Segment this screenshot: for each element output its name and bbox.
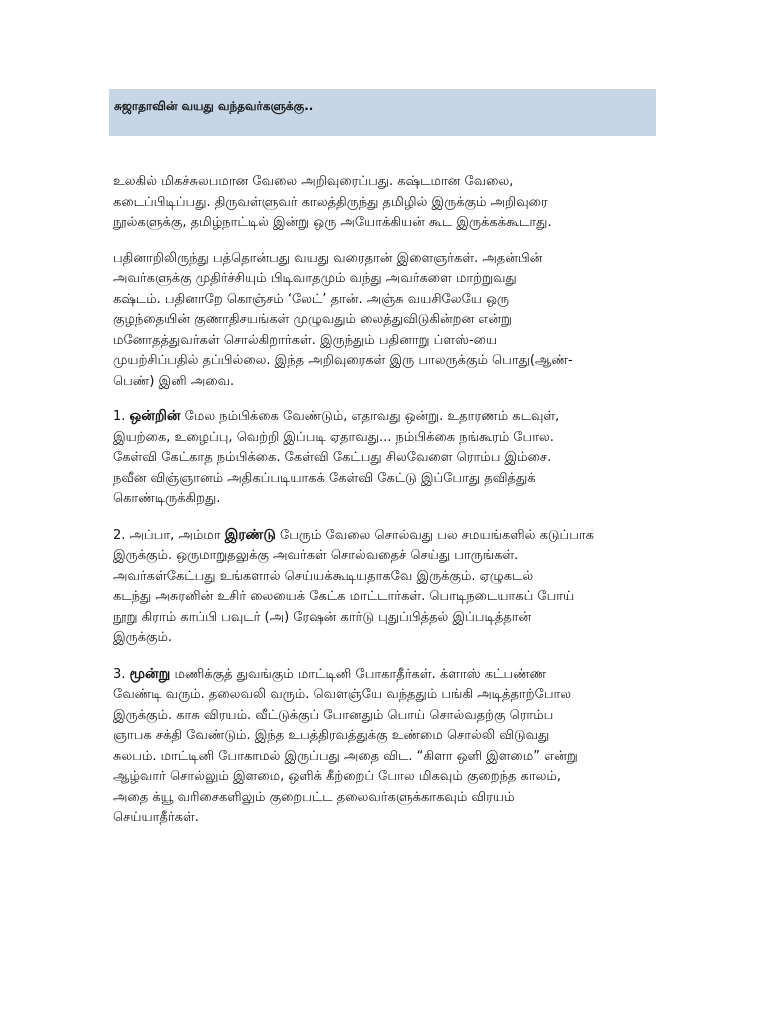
point-keyword: இரண்டு bbox=[224, 526, 276, 543]
text-line: பெண்) இனி அவை. bbox=[113, 373, 235, 389]
page-title: சுஜாதாவின் வயது வந்தவர்களுக்கு.. bbox=[114, 99, 314, 113]
text-line bbox=[113, 406, 665, 428]
text-line: குழந்தையின் குணாதிசயங்கள் முழுவதும் லைத்துவிடுகின்றன என்று bbox=[113, 312, 512, 327]
text-line: ஞாபக சக்தி வேண்டும். இந்த உபத்திரவத்துக்கு உண்மை சொல்லி விடுவது bbox=[113, 728, 550, 743]
paragraph-point-two bbox=[113, 525, 665, 649]
point-number: 1. bbox=[113, 409, 126, 424]
text-line: நூறு கிராம் காப்பி பவுடர் (அ) ரேஷன் கார்டு புதுப்பித்தல் இப்படித்தான் bbox=[113, 609, 532, 625]
article-body bbox=[113, 172, 665, 844]
text-line: இருக்கும். காசு விரயம். வீட்டுக்குப் போனதும் பொய் சொல்வதற்கு ரொம்ப bbox=[113, 707, 554, 723]
paragraph-point-three bbox=[113, 664, 665, 829]
text-line: சுலபம். மாட்டினி போகாமல் இருப்பது அதை விட. “கிளா ஒளி இளமை” என்று bbox=[113, 748, 578, 764]
text-line bbox=[113, 664, 665, 686]
text-line: இருக்கும். ஒருமாறுதலுக்கு அவர்கள் சொல்வதைச் செய்து பாருங்கள். bbox=[113, 548, 519, 563]
text-line: கொண்டிருக்கிறது. bbox=[113, 491, 221, 506]
text-line: நவீன விஞ்ஞானம் அதிகப்படியாகக் கேள்வி கேட்டு இப்போது தவித்துக் bbox=[113, 470, 536, 486]
text-line: அதை க்யூ வரிசைகளிலும் குறைபட்ட தலைவர்களுக்காகவும் விரயம் bbox=[113, 789, 515, 805]
text-line: கடந்து அசுரனின் உசிர் லையைக் கேட்க மாட்டார்கள். பொடிநடையாகப் போய் bbox=[113, 589, 575, 604]
paragraph-age-advice bbox=[113, 249, 665, 393]
paragraph-point-one bbox=[113, 406, 665, 510]
title-banner bbox=[109, 89, 656, 136]
text-line: செய்யாதீர்கள். bbox=[113, 810, 199, 825]
text-line bbox=[113, 525, 665, 547]
text-line: அவர்களுக்கு முதிர்ச்சியும் பிடிவாதமும் வந்து அவர்களை மாற்றுவது bbox=[113, 271, 517, 286]
text-line: உலகில் மிகச்சுலபமான வேலை அறிவுரைப்பது. கஷ்டமான வேலை, bbox=[113, 174, 514, 189]
point-text: மணிக்குத் துவங்கும் மாட்டினி போகாதீர்கள். க்ளாஸ் கட்பண்ண bbox=[174, 666, 547, 682]
text-line: இருக்கும். bbox=[113, 630, 173, 645]
text-line: வேண்டி வரும். தலைவலி வரும். வௌஞ்யே வந்ததும் பங்கி அடித்தாற்போல bbox=[113, 687, 572, 702]
point-keyword: மூன்று bbox=[129, 665, 171, 682]
point-text: பேரும் வேலை சொல்வது பல சமயங்களில் கடுப்பாக bbox=[280, 527, 594, 543]
text-line: கேள்வி கேட்காத நம்பிக்கை. கேள்வி கேட்பது சிலவேளை ரொம்ப இம்சை. bbox=[113, 450, 552, 465]
point-text: மேல நம்பிக்கை வேண்டும், எதாவது ஒன்று. உதாரணம் கடவுள், bbox=[184, 409, 560, 424]
paragraph-intro bbox=[113, 172, 665, 234]
text-line: மனோதத்துவர்கள் சொல்கிறார்கள். இருந்தும் பதினாறு ப்ளஸ்-யை bbox=[113, 332, 498, 348]
text-line: இயற்கை, உழைப்பு, வெற்றி இப்படி ஏதாவது... நம்பிக்கை நங்கூரம் போல. bbox=[113, 429, 554, 445]
text-line: நூல்களுக்கு, தமிழ்நாட்டில் இன்று ஒரு அயோக்கியன் கூட இருக்கக்கூடாது. bbox=[113, 215, 552, 230]
point-keyword: ஒன்றின் bbox=[129, 408, 181, 424]
point-number: 2. அப்பா, அம்மா bbox=[113, 527, 221, 543]
text-line: கஷ்டம். பதினாறே கொஞ்சம் ‘லேட்’ தான். அஞ்சு வயசிலேயே ஒரு bbox=[113, 291, 510, 307]
text-line: முயற்சிப்பதில் தப்பில்லை. இந்த அறிவுரைகள் இரு பாலருக்கும் பொது(ஆண்- bbox=[113, 353, 573, 368]
text-line: ஆழ்வார் சொல்லும் இளமை, ஒளிக் கீற்றைப் போல மிகவும் குறைந்த காலம், bbox=[113, 769, 562, 784]
text-line: கடைப்பிடிப்பது. திருவள்ளுவர் காலத்திருந்து தமிழில் இருக்கும் அறிவுரை bbox=[113, 194, 548, 210]
text-line: அவர்கள்கேட்பது உங்களால் செய்யக்கூடியதாகவே இருக்கும். ஏழுகடல் bbox=[113, 568, 534, 584]
text-line: பதினாறிலிருந்து பத்தொன்பது வயது வரைதான் இளைஞர்கள். அதன்பின் bbox=[113, 250, 543, 266]
point-number: 3. bbox=[113, 666, 126, 682]
